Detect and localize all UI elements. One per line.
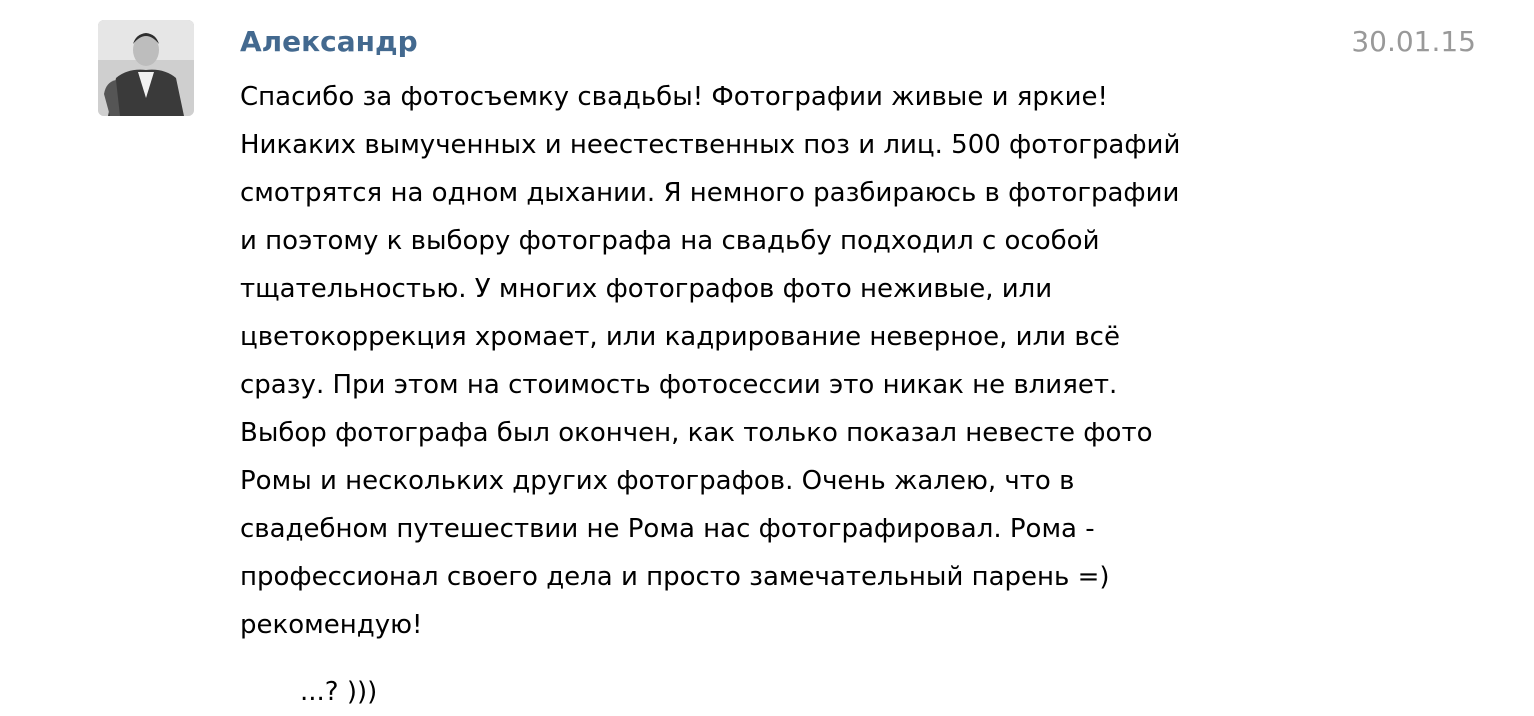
comment-text-line: и поэтому к выбору фотографа на свадьбу подходил с особой [240,226,1100,256]
next-comment-partial-text: ...? ))) [300,677,378,707]
author-name[interactable]: Александр [240,25,418,58]
comment-text-line: смотрятся на одном дыхании. Я немного разбираюсь в фотографии [240,178,1180,208]
comment-text-line: тщательностью. У многих фотографов фото неживые, или [240,274,1053,304]
comment-date: 30.01.15 [1351,25,1476,58]
comment-text [240,73,1310,649]
comment-text-line: Никаких вымученных и неестественных поз и лиц. 500 фотографий [240,130,1181,160]
comment-text-line: Ромы и нескольких других фотографов. Очень жалею, что в [240,466,1075,496]
comment-text-line: цветокоррекция хромает, или кадрирование неверное, или всё [240,322,1120,352]
comment-text-line: свадебном путешествии не Рома нас фотографировал. Рома - [240,514,1095,544]
user-photo-icon [98,20,194,116]
comment-text-line: сразу. При этом на стоимость фотосессии это никак не влияет. [240,370,1118,400]
avatar[interactable] [98,20,194,116]
comment-text-line: Спасибо за фотосъемку свадьбы! Фотографии живые и яркие! [240,82,1108,112]
comment-text-line: рекомендую! [240,610,423,640]
comment-text-line: профессионал своего дела и просто замечательный парень =) [240,562,1110,592]
comment-text-line: Выбор фотографа был окончен, как только показал невесте фото [240,418,1153,448]
